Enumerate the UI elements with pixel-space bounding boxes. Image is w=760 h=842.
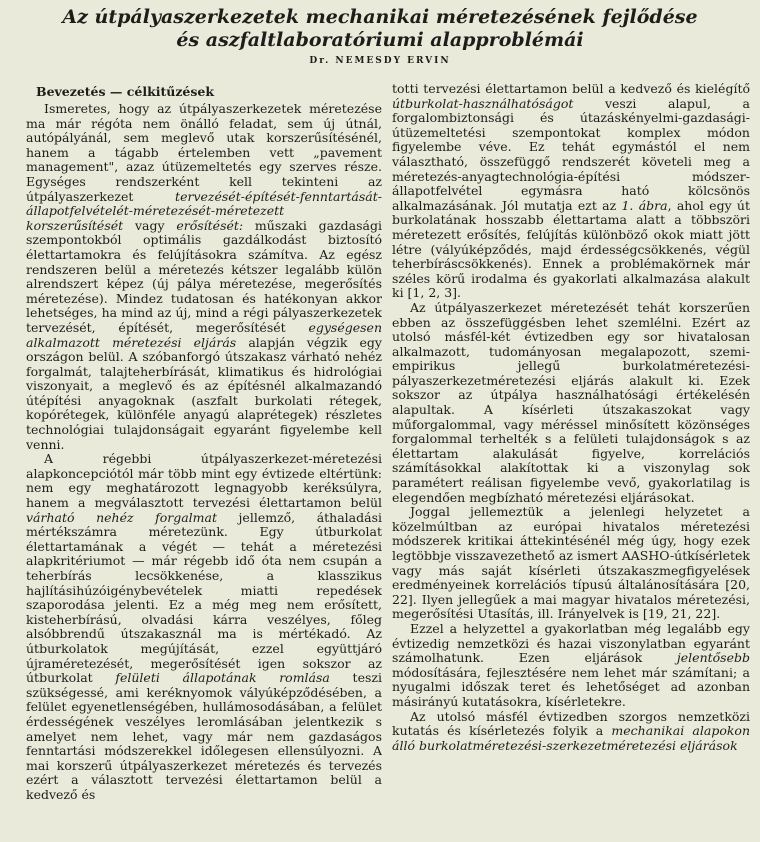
paragraph <box>26 452 382 802</box>
text-run: jellemző, áthaladási mértékszámra méretezünk. Egy útburkolat élettartamának a végét — tehát a méretezési alapkritériumot — már régebb idő óta nem csupán a teherbírás lecsökkenése, a klasszikus hajlításihúzóigénybevételek miatti repedések szaporodása jelenti. Ez a még meg nem erősített, kisteherbírású, olvadási kárra veszélyes, főleg alsóbbrendű útszakasznál ma is mértékadó. Az útburkolatok megújítását, ezzel együttjáró újraméretezését, megerősítését igen sokszor az útburkolat <box>26 509 382 686</box>
left-column <box>26 80 382 840</box>
text-run: , ahol egy út burkolatának hosszabb élettartama alatt a többszöri méretezett erősítés, felújítás különböző okok miatt jött létre (vályúképződés, majd érdességcsökkenés, végül teherbíráscsökkenés). Ennek a problémakörnek már széles körű irodalma és gyakorlati alkalmazása alakult ki [1, 2, 3]. <box>392 197 750 301</box>
emphasis-text: mechanikai alapokon álló burkolatméretezési-szerkezetméretezési eljárások <box>392 723 750 753</box>
title-line-2: és aszfaltlaboratóriumi alapproblémái <box>176 29 584 51</box>
author-name: Dr. NEMESDY ERVIN <box>309 56 451 66</box>
right-column <box>392 82 750 842</box>
text-run: Az utolsó másfél évtizedben szorgos nemzetközi kutatás és kísérletezés folyik a <box>392 708 750 739</box>
text-run: teszi szükségessé, ami keréknyomok vályúképződésében, a felület egyenetlenségében, hullámosodásában, a felület érdességének veszélyes leromlásában jelentkezik s amelyet nem lehet, vagy már nem gazdaságos fenntartási módszerekkel időlegesen ellensúlyozni. A mai korszerű útpályaszerkezet méretezés és tervezés ezért a választott tervezési élettartamon belül a kedvező és <box>26 670 382 802</box>
emphasis-text: útburkolat-használhatóságot <box>392 95 574 111</box>
paragraph <box>392 82 750 301</box>
figure-reference: 1. ábra <box>621 197 668 213</box>
emphasis-text: erősítését: <box>176 217 244 233</box>
title-line-1: Az útpályaszerkezetek mechanikai méretezésének fejlődése <box>62 6 698 28</box>
emphasis-text: jelentősebb <box>676 650 750 666</box>
article-title <box>0 6 760 52</box>
emphasis-text: egységesen alkalmazott méretezési eljárás <box>26 319 382 350</box>
paragraph: Joggal jellemeztük a jelenlegi helyzetet a közelmúltban az európai hivatalos méretezési módszerek kritikai áttekintésénél még úgy, hogy ezek legtöbbje visszavezethető az ismert AASHO-útkísérletek vagy más saját kísérleti útszakaszmegfigyelések eredményeinek korrelációs típusú általánosítására [20, 22]. Ilyen jellegűek a mai magyar hivatalos méretezési, megerősítési Utasítás, ill. Irányelvek is [19, 21, 22]. <box>392 504 750 622</box>
paragraph: Az útpályaszerkezet méretezését tehát korszerűen ebben az összefüggésben lehet szemlélni. Ezért az utolsó másfél-két évtizedben egy sor hivatalosan alkalmazott, tudományosan megalapozott, szemi-empirikus jellegű burkolatméretezési-pályaszerkezetméretezési eljárás alakult ki. Ezek sokszor az útpálya használhatósági értékelésén alapultak. A kísérleti útszakaszokat vagy műforgalommal, vagy méréssel minősített közönséges forgalommal terhelték s a felületi tulajdonságok s az élettartam alakulását figyelve, korrelációs számításokkal alakítottak ki a viszonylag sok paramétert reálisan figyelembe vevő, gyakorlatilag is elegendően megbízható méretezési eljárásokat. <box>392 299 750 505</box>
text-run: vagy <box>123 217 177 233</box>
section-heading: Bevezetés — célkitűzések <box>36 84 215 99</box>
emphasis-text: tervezését-építését-fenntartását-állapotfelvételét-méretezését-méretezett korszerűsítését <box>26 188 382 233</box>
text-run: műszaki gazdasági szempontokból optimális gazdálkodást biztosító élettartamokra és felújításokra számítva. Az egész rendszeren belül a méretezés kétszer legalább külön alrendszert képez (új pálya méretezése, megerősítés méretezése). Mindez tudatosan és hatékonyan akkor lehetséges, ha mind az új, mind a régi pályaszerkezetek tervezését, építését, megerősítését <box>26 217 382 335</box>
paragraph <box>392 710 750 754</box>
paragraph <box>392 622 750 710</box>
emphasis-text: felületi állapotának romlása <box>115 670 330 686</box>
text-run: Ismeretes, hogy az útpályaszerkezetek méretezése ma már régóta nem önálló feladat, sem új útnál, autópályánál, sem meglevő utak korszerűsítésénél, hanem a tágabb értelemben vett „pavement management", azaz útüzemeltetés egy szerves része. Egységes rendszerként kell tekinteni az útpályaszerkezet <box>26 101 382 204</box>
text-run: módosítására, fejlesztésére nem lehet már számítani; a nyugalmi időszak teret és lehetőséget ad azonban másirányú kutatásokra, kísérletekre. <box>392 664 750 709</box>
text-run: A régebbi útpályaszerkezet-méretezési alapkoncepciótól már több mint egy évtizede eltértünk: nem egy meghatározott legnagyobb keréksúlyra, hanem a megválasztott tervezési élettartamon belül <box>26 451 382 511</box>
text-run: Ezzel a helyzettel a gyakorlatban még legalább egy évtizedig nemzetközi és hazai viszonylatban egyaránt számolhatunk. Ezen eljárások <box>392 620 750 666</box>
paragraph <box>26 102 382 452</box>
text-run: veszi alapul, a forgalombiztonsági és útazáskényelmi-gazdasági-útüzemeltetési szempontokat komplex módon figyelembe véve. Ez tehát egymástól el nem választható, összefüggő rendszerét követeli meg a méretezés-anyagtechnológia-építési módszer-állapotfelvétel egymásra ható kölcsönös alkalmazásának. Jól mutatja ezt az <box>392 95 750 213</box>
text-run: alapján végzik egy országon belül. A szóbanforgó útszakasz várható nehéz forgalmát, talajteherbírását, klimatikus és hidrológiai viszonyait, a meglevő és az építésnél alkalmazandó útépítési anyagoknak (aszfalt burkolati rétegek, kopórétegek, különféle anyagú alaprétegek) részletes technológiai tulajdonságait egyaránt figyelembe kell venni. <box>26 334 382 452</box>
emphasis-text: várható nehéz forgalmat <box>26 509 218 525</box>
text-run: totti tervezési élettartamon belül a kedvező és kielégítő <box>392 82 750 96</box>
